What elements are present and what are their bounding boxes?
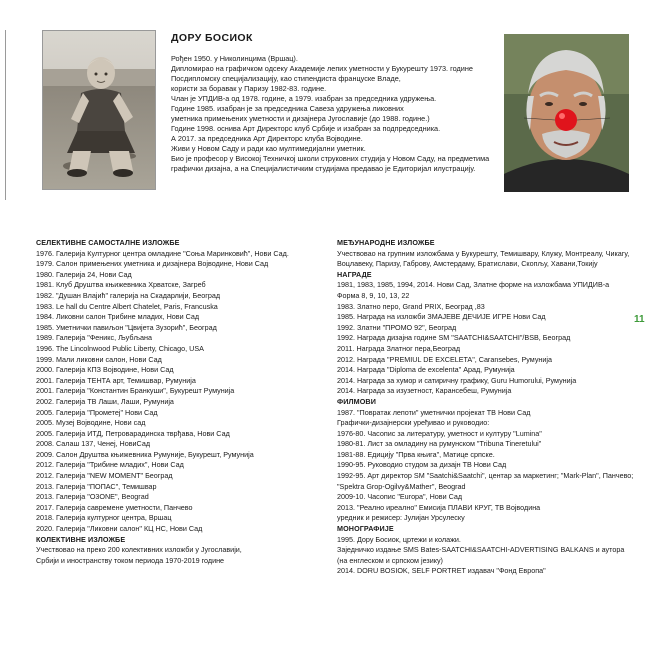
awards-list bbox=[337, 280, 637, 397]
films-list bbox=[337, 408, 637, 525]
list-item: Србији и иностранству током периода 1970-2019 године bbox=[36, 555, 225, 565]
list-item: 2014. DORU BOSIOK, SELF PORTRET издавач "Фонд Европа" bbox=[337, 566, 546, 576]
bio-line: користи за боравак у Паризу 1982-83. године. bbox=[171, 84, 327, 93]
list-item: 1981-88. Едицију "Прва књига", Матице српске. bbox=[337, 449, 495, 459]
list-item: 2009-10. Часопис "Europa", Нови Сад bbox=[337, 492, 463, 502]
list-item: Заједничко издање SMS Bates-SAATCHI&SAATCHI-ADVERTISING BALKANS и аутора bbox=[337, 545, 625, 555]
bio-line: уметника примењених уметности и дизајнера Југославије (до 1988. године.) bbox=[171, 114, 430, 123]
list-item: 1987. "Повратак лепоти" уметнички пројекат ТВ Нови Сад bbox=[337, 407, 531, 417]
list-item: 1981, 1983, 1985, 1994, 2014. Нови Сад, Златне форме на изложбама УПИДИВ-а bbox=[337, 280, 610, 290]
list-item: 1989. Галерија "Феникс, Љубљана bbox=[36, 333, 152, 343]
list-item: 1979. Салон примењених уметника и дизајнера Војводине, Нови Сад bbox=[36, 259, 269, 269]
list-item: 2012. Галерија "NEW MOMENT" Београд bbox=[36, 471, 173, 481]
list-item: 1985. Уметнички павиљон "Цвијета Зузорић", Београд bbox=[36, 322, 217, 332]
bio-line: Рођен 1950. у Николинцима (Вршац). bbox=[171, 54, 298, 63]
bio-line: Године 1998. оснива Арт Директорс клуб Србије и изабран за подпредседника. bbox=[171, 124, 441, 133]
solo-exhibitions-heading: СЕЛЕКТИВНЕ САМОСТАЛНЕ ИЗЛОЖБЕ bbox=[36, 238, 180, 247]
list-item: 2017. Галерија савремене уметности, Панчево bbox=[36, 502, 193, 512]
bio-line: графички дизајна, а на Специјалистичким студијама предавао је Едиторијал илустрацију. bbox=[171, 164, 476, 173]
childhood-photo bbox=[42, 30, 156, 190]
list-item: Учествовао на групним изложбама у Букурешту, Темишвару, Клужу, Монтреалу, Чикагу, bbox=[337, 248, 630, 258]
list-item: 2014. Награда за изузетност, Карансебеш, Румунија bbox=[337, 386, 512, 396]
list-item: 1996. The Lincolnwood Public Liberty, Chicago, USA bbox=[36, 343, 204, 353]
list-item: 2008. Салаш 137, Ченеј, НовиСад bbox=[36, 439, 151, 449]
list-item: 1980. Галерија 24, Нови Сад bbox=[36, 269, 132, 279]
bio-line: Године 1985. изабран је за председника Савеза удружења ликовних bbox=[171, 104, 404, 113]
collective-exhibitions-list bbox=[36, 545, 326, 566]
list-item: Воцлавеку, Паризу, Габрову, Амстердаму, Братислави, Скопљу, Хавани,Токију bbox=[337, 259, 598, 269]
biography bbox=[171, 54, 491, 174]
page-number: 11 bbox=[634, 314, 645, 325]
list-item: 1983. Le hall du Centre Albert Chatelet, Paris, Francuska bbox=[36, 301, 218, 311]
list-item: 1992-95. Арт директор SM "Saatchi&Saatchi", центар за маркетинг; "Mark-Plan", Панчево; bbox=[337, 471, 634, 481]
list-item: 2012. Галерија "Трибине младих", Нови Сад bbox=[36, 460, 184, 470]
list-item: "Spektra Grop-Ogilvy&Mather", Beograd bbox=[337, 481, 466, 491]
list-item: 2001. Галерија "Константин Бранкуши", Букурешт Румунија bbox=[36, 386, 235, 396]
list-item: 2012. Награда "PREMIUL DE EXCELETA", Caransebes, Румунија bbox=[337, 354, 552, 364]
list-item: 2002. Галерија ТВ Лаши, Лаши, Румунија bbox=[36, 396, 174, 406]
list-item: 2001. Галерија ТЕНТА арт, Темишвар, Румунија bbox=[36, 375, 196, 385]
list-item: Графички-дизајнерски уређивао и руководио: bbox=[337, 418, 490, 428]
list-item: Учествовао на преко 200 колективних изложби у Југославији, bbox=[36, 545, 242, 555]
list-item: 2013. Галерија "ПОПАС", Темишвар bbox=[36, 481, 157, 491]
list-item: 2020. Галерија "Ликовни салон" КЦ НС, Нови Сад bbox=[36, 524, 203, 534]
list-item: 1992. Награда дизајна године SM "SAATCHI&SAATCHI"/BSB, Београд bbox=[337, 333, 571, 343]
list-item: 1983. Златно перо, Grand PRIX, Београд ,83 bbox=[337, 301, 485, 311]
awards-heading: НАГРАДЕ bbox=[337, 269, 372, 279]
list-item: 1980-81. Лист за омладину на румунском "Tribuna Tineretului" bbox=[337, 439, 542, 449]
portrait-photo bbox=[504, 34, 629, 192]
monographs-heading: МОНОГРАФИЈЕ bbox=[337, 524, 394, 534]
list-item: уредник и режисер: Јулијан Урсулеску bbox=[337, 513, 465, 523]
list-item: 2005. Галерија ИТД, Петроварадинска тврђава, Нови Сад bbox=[36, 428, 230, 438]
list-item: 1981. Клуб Друштва књижевника Хрватске, Загреб bbox=[36, 280, 206, 290]
list-item: 2011. Награда Златног пера,Београд bbox=[337, 343, 461, 353]
bio-line: А 2017. за председника Арт Директорс клуба Војводине. bbox=[171, 134, 363, 143]
list-item: 1990-95. Руководио студом за дизајн ТВ Нови Сад bbox=[337, 460, 507, 470]
collective-exhibitions-heading: КОЛЕКТИВНЕ ИЗЛОЖБЕ bbox=[36, 534, 126, 544]
page-edge-bar bbox=[0, 30, 6, 200]
list-item: 1992. Златни "ПРОМО 92", Београд bbox=[337, 322, 457, 332]
list-item: 1995. Дору Босиок, цртежи и колажи. bbox=[337, 534, 461, 544]
bio-line: Живи у Новом Саду и ради као мултимедијални уметник. bbox=[171, 144, 366, 153]
right-column bbox=[337, 238, 637, 577]
list-item: 2013. "Реално ирeално" Емисија ПЛАВИ КРУГ, ТВ Војводина bbox=[337, 502, 541, 512]
solo-exhibitions-list bbox=[36, 249, 326, 535]
bio-line: Члан је УПДИВ-а од 1978. године, а 1979. изабран за председника удружења. bbox=[171, 94, 437, 103]
list-item: 2018. Галерија културног центра, Вршац bbox=[36, 513, 172, 523]
list-item: Форма 8, 9, 10, 13, 22 bbox=[337, 290, 410, 300]
bio-line: Био је професор у Високој Техничкој школи струковних студија у Новом Саду, на предметима bbox=[171, 154, 490, 163]
international-exhibitions-list bbox=[337, 249, 637, 270]
list-item: 1985. Награда на изложби ЗМАЈЕВЕ ДЕЧИЈЕ ИГРЕ Нови Сад bbox=[337, 312, 546, 322]
list-item: 2014. Награда за хумор и сатиричну графику, Guru Humorului, Румунија bbox=[337, 375, 577, 385]
list-item: 1982. "Душан Влајић" галерија на Скадарлији, Београд bbox=[36, 290, 221, 300]
list-item: 1976-80. Часопис за литературу, уметност и културу "Lumina" bbox=[337, 428, 542, 438]
list-item: 2009. Салон Друштва књижевника Румуније, Букурешт, Румунија bbox=[36, 449, 254, 459]
list-item: 1984. Ликовни салон Трибине младих, Нови Сад bbox=[36, 312, 200, 322]
left-column bbox=[36, 238, 326, 566]
list-item: 2014. Награда "Diploma de excelenta" Арад, Румунија bbox=[337, 365, 515, 375]
list-item: 2000. Галерија КПЗ Војводине, Нови Сад bbox=[36, 365, 174, 375]
bio-line: Посдипломску специјализацију, као стипендиста француске Владе, bbox=[171, 74, 401, 83]
bio-line: Дипломирао на графичком одсеку Академије лепих уметности у Букурешту 1973. године bbox=[171, 64, 473, 73]
list-item: 2013. Галерија "O3ONE", Beograd bbox=[36, 492, 149, 502]
list-item: (на енглеском и српском језику) bbox=[337, 555, 443, 565]
list-item: 1999. Мали ликовни салон, Нови Сад bbox=[36, 354, 162, 364]
artist-name: ДОРУ БОСИОК bbox=[171, 32, 253, 44]
list-item: 1976. Галерија Културног центра омладине "Соња Маринковић", Нови Сад. bbox=[36, 248, 289, 258]
international-exhibitions-heading: МЕЂУНАРОДНЕ ИЗЛОЖБЕ bbox=[337, 238, 435, 247]
list-item: 2005. Музеј Војводине, Нови сад bbox=[36, 418, 146, 428]
monographs-list bbox=[337, 535, 637, 577]
list-item: 2005. Галерија "Прометеј" Нови Сад bbox=[36, 407, 158, 417]
films-heading: ФИЛМОВИ bbox=[337, 396, 376, 406]
